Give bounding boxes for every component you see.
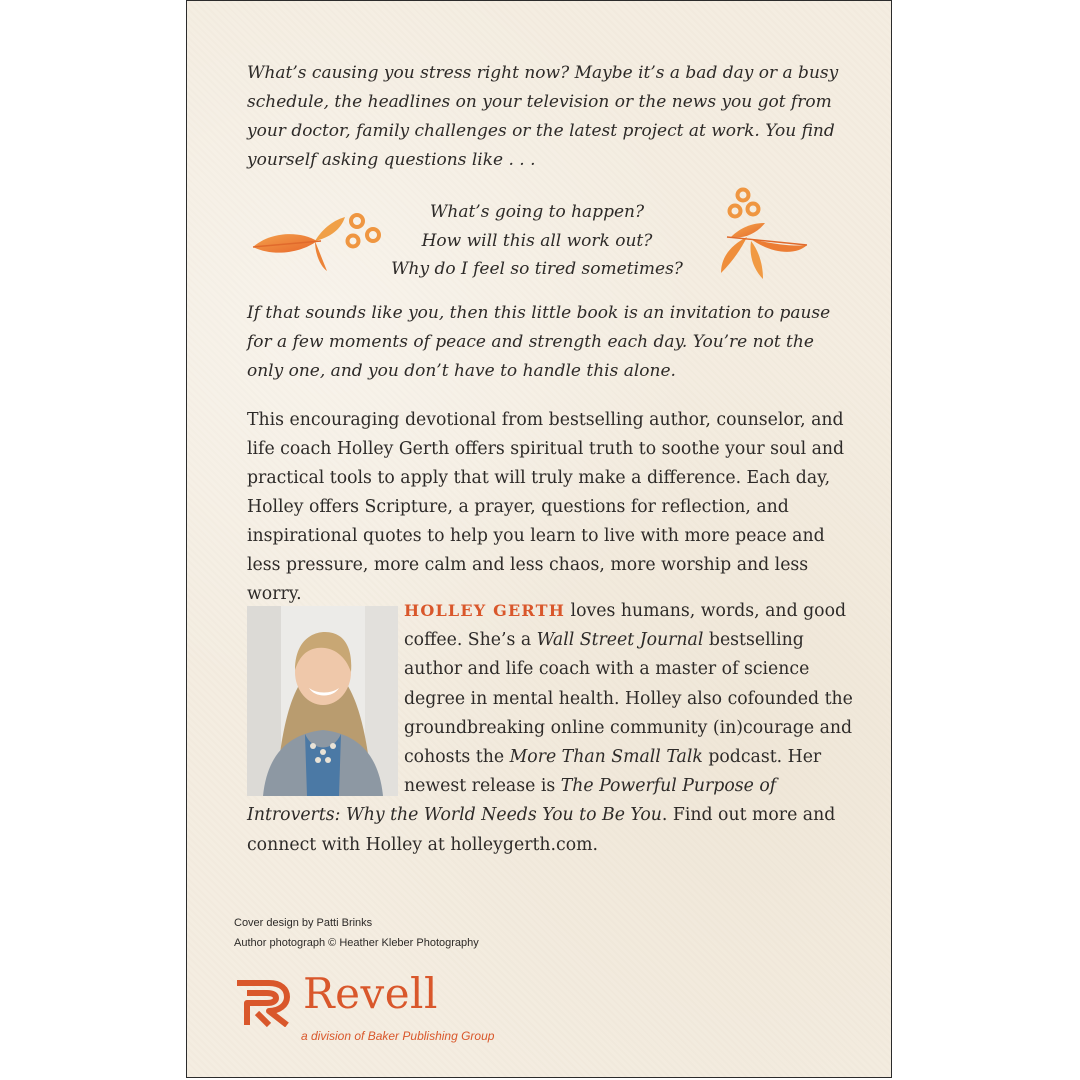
question-line: How will this all work out? — [421, 230, 653, 251]
invitation-paragraph: If that sounds like you, then this little book is an invitation to pause for a few moments of peace and strength each day. You’re not the only one, and you don’t have to handle this alone. — [247, 303, 831, 381]
author-name: HOLLEY GERTH — [404, 601, 566, 620]
question-line: Why do I feel so tired sometimes? — [391, 259, 683, 279]
author-bio: HOLLEY GERTH loves humans, words, and good coffee. She’s a Wall Street Journal bestselling author and life coach with a master of science degree in mental health. Holley also cofounded the groundbreaking online community (in)courage and cohosts the More Than Small Talk podcast. Her newest release is The Powerful Purpose of Introverts: Why the World Needs You to Be You. Find out more and connect with Holley at holleygerth.com. — [247, 601, 853, 855]
publisher-tagline: a division of Baker Publishing Group — [301, 1029, 495, 1043]
book-back-cover — [186, 0, 892, 1078]
cover-design-credit: Cover design by Patti Brinks — [234, 917, 373, 929]
intro-paragraph: What’s causing you stress right now? Maybe it’s a bad day or a busy schedule, the headlines on your television or the news you got from your doctor, family challenges or the latest project at work. You find yourself asking questions like . . . — [247, 63, 839, 170]
revell-r-mark-icon — [233, 977, 295, 1027]
book-description: This encouraging devotional from bestselling author, counselor, and life coach Holley Gerth offers spiritual truth to soothe your soul and practical tools to apply that will truly make a difference. Each day, Holley offers Scripture, a prayer, questions for reflection, and inspirational quotes to help you learn to live with more peace and less pressure, more calm and less chaos, more worship and less worry. — [247, 410, 845, 604]
leaf-sprig-right-icon — [707, 185, 837, 285]
author-photo-credit: Author photograph © Heather Kleber Photography — [234, 937, 479, 949]
reflection-questions — [367, 198, 707, 284]
publisher-name: Revell — [303, 969, 438, 1018]
publisher-logo — [233, 969, 513, 1053]
cover-credits — [234, 913, 479, 953]
question-line: What’s going to happen? — [429, 202, 645, 222]
